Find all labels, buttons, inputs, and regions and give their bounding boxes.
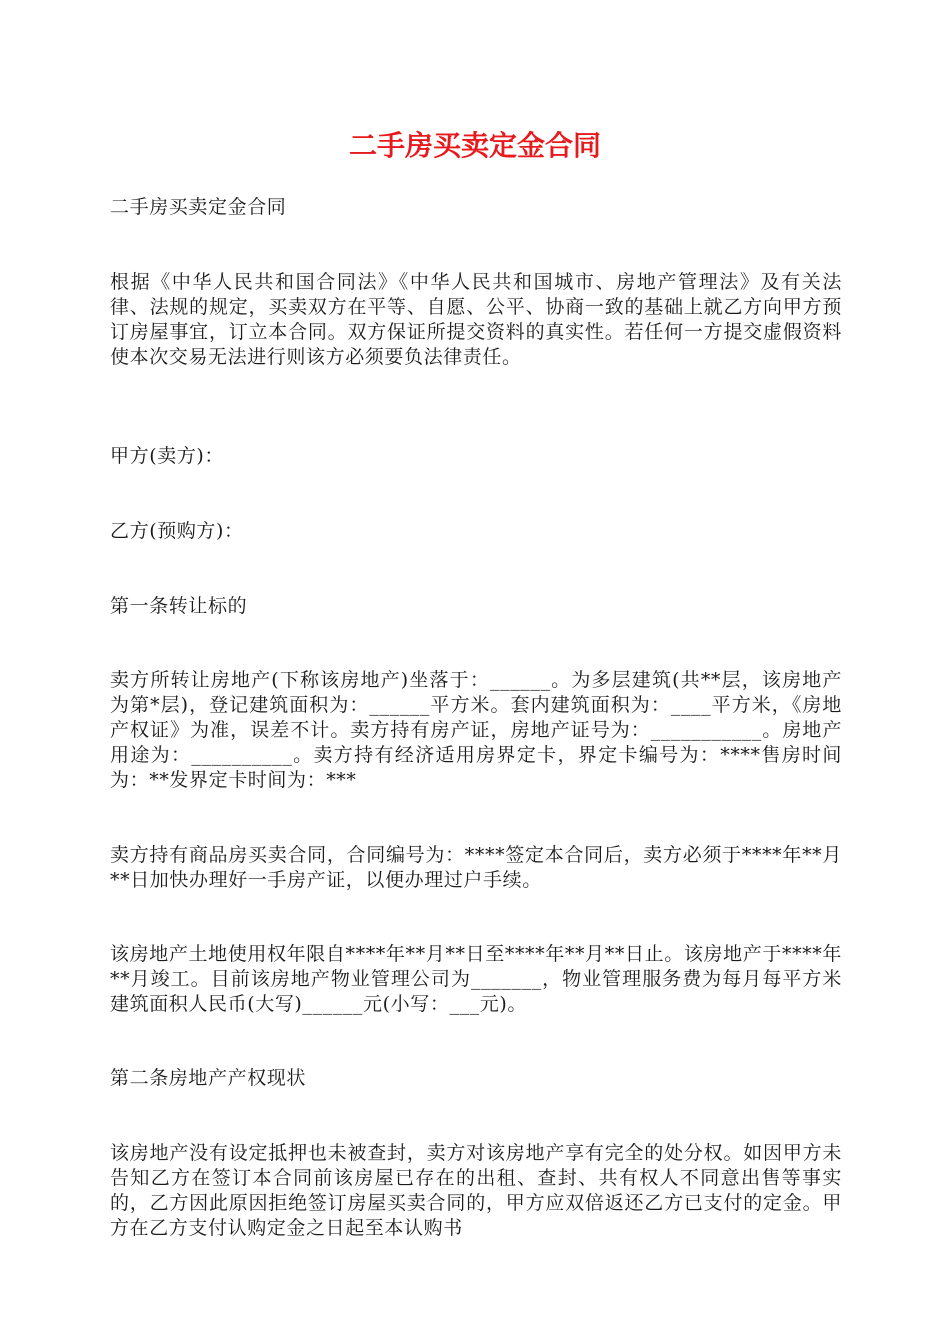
property-details-paragraph: 卖方所转让房地产(下称该房地产)坐落于：______。为多层建筑(共**层，该房地产为第*层)，登记建筑面积为：______平方米。套内建筑面积为：____平方米，《房地产权证》为准，误差不计。卖方持有房产证，房地产证号为：___________。房地产用途为：__________。卖方持有经济适用房界定卡，界定卡编号为：****售房时间为：**发界定卡时间为：*** <box>110 669 842 791</box>
property-status-paragraph: 该房地产没有设定抵押也未被查封，卖方对该房地产享有完全的处分权。如因甲方未告知乙方在签订本合同前该房屋已存在的出租、查封、共有权人不同意出售等事实的，乙方因此原因拒绝签订房屋买卖合同的，甲方应双倍返还乙方已支付的定金。甲方在乙方支付认购定金之日起至本认购书 <box>110 1142 842 1239</box>
sales-contract-paragraph: 卖方持有商品房买卖合同，合同编号为：****签定本合同后，卖方必须于****年**月**日加快办理好一手房产证，以便办理过户手续。 <box>110 844 842 891</box>
party-a-line: 甲方(卖方)： <box>110 445 225 467</box>
article-two-heading: 第二条房地产产权现状 <box>110 1067 307 1089</box>
document-title: 二手房买卖定金合同 <box>348 129 601 162</box>
land-use-paragraph: 该房地产土地使用权年限自****年**月**日至****年**月**日止。该房地产于****年**月竣工。目前该房地产物业管理公司为_______，物业管理服务费为每月每平方米建筑面积人民币(大写)______元(小写：___元)。 <box>110 943 842 1015</box>
party-b-line: 乙方(预购方)： <box>110 520 244 542</box>
preamble-paragraph: 根据《中华人民共和国合同法》《中华人民共和国城市、房地产管理法》及有关法律、法规的规定，买卖双方在平等、自愿、公平、协商一致的基础上就乙方向甲方预订房屋事宜，订立本合同。双方保证所提交资料的真实性。若任何一方提交虚假资料使本次交易无法进行则该方必须要负法律责任。 <box>110 271 842 368</box>
article-one-heading: 第一条转让标的 <box>110 595 248 617</box>
subtitle-paragraph: 二手房买卖定金合同 <box>110 196 287 218</box>
